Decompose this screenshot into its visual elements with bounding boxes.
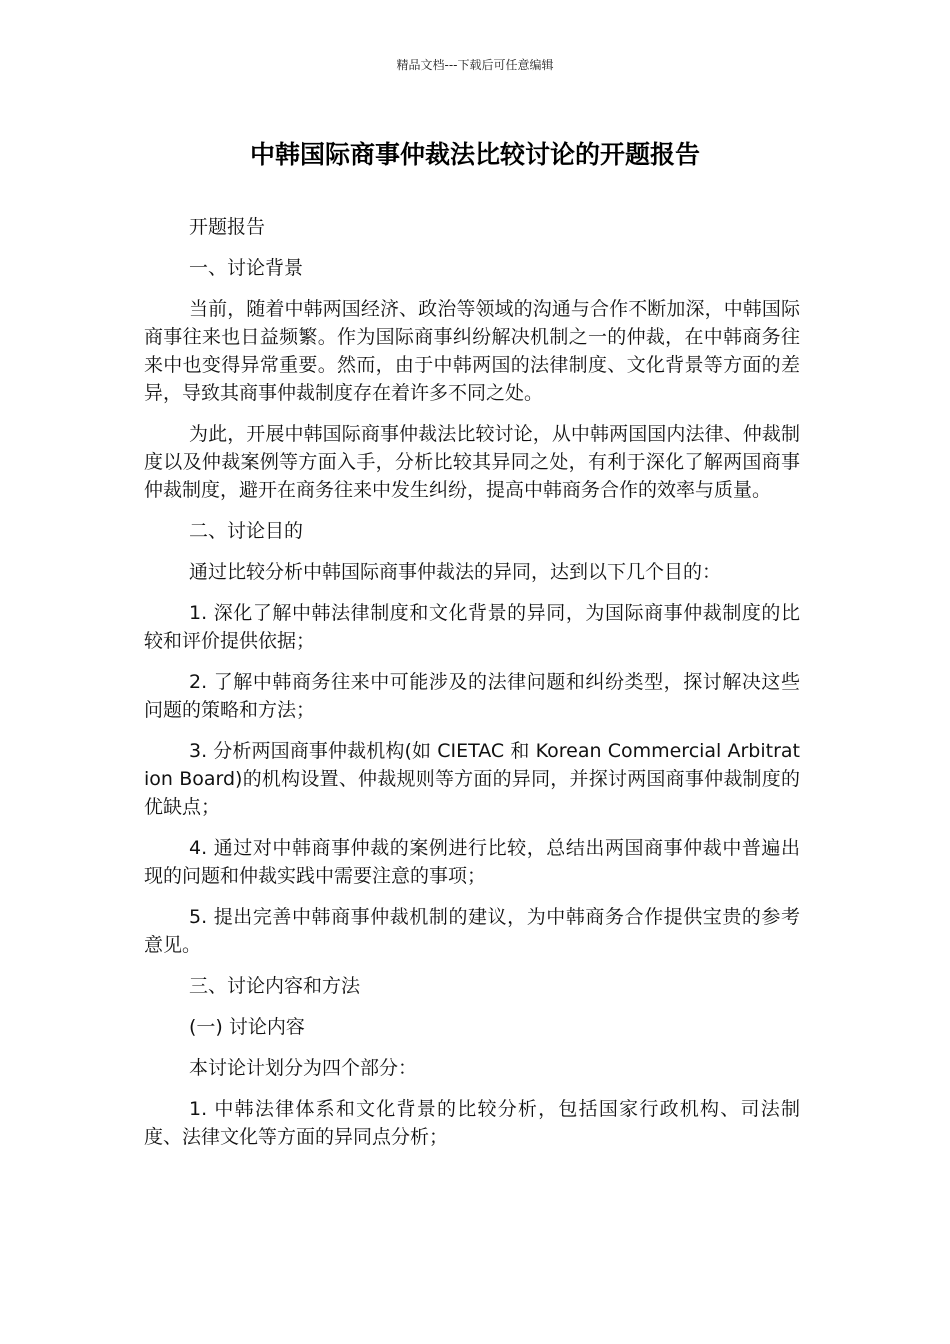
section-label-report: 开题报告	[189, 216, 266, 238]
paragraph-purpose-intro: 通过比较分析中韩国际商事仲裁法的异同，达到以下几个目的：	[189, 561, 722, 583]
list-item-purpose-4: 4. 通过对中韩商事仲裁的案例进行比较，总结出两国商事仲裁中普遍出现的问题和仲裁实践中需要注意的事项；	[144, 837, 800, 887]
page-header-watermark: 精品文档---下载后可任意编辑	[396, 58, 554, 72]
list-item-purpose-3: 3. 分析两国商事仲裁机构(如 CIETAC 和 Korean Commercial Arbitration Board)的机构设置、仲裁规则等方面的异同，并探讨两国商事仲裁制度的优缺点；	[144, 740, 800, 818]
document-title: 中韩国际商事仲裁法比较讨论的开题报告	[249, 140, 700, 169]
list-item-purpose-5: 5. 提出完善中韩商事仲裁机制的建议，为中韩商务合作提供宝贵的参考意见。	[144, 906, 800, 956]
list-item-content-1: 1. 中韩法律体系和文化背景的比较分析，包括国家行政机构、司法制度、法律文化等方面的异同点分析；	[144, 1098, 800, 1148]
paragraph-background-1: 当前，随着中韩两国经济、政治等领域的沟通与合作不断加深，中韩国际商事往来也日益频繁。作为国际商事纠纷解决机制之一的仲裁，在中韩商务往来中也变得异常重要。然而，由于中韩两国的法律制度、文化背景等方面的差异，导致其商事仲裁制度存在着许多不同之处。	[144, 298, 800, 404]
section-heading-content-method: 三、讨论内容和方法	[189, 975, 361, 997]
section-heading-background: 一、讨论背景	[189, 257, 304, 279]
list-item-purpose-2: 2. 了解中韩商务往来中可能涉及的法律问题和纠纷类型，探讨解决这些问题的策略和方法；	[144, 671, 800, 721]
paragraph-content-intro: 本讨论计划分为四个部分：	[189, 1057, 418, 1079]
paragraph-background-2: 为此，开展中韩国际商事仲裁法比较讨论，从中韩两国国内法律、仲裁制度以及仲裁案例等方面入手，分析比较其异同之处，有利于深化了解两国商事仲裁制度，避开在商务往来中发生纠纷，提高中韩商务合作的效率与质量。	[144, 423, 800, 501]
section-heading-purpose: 二、讨论目的	[189, 520, 304, 542]
subsection-heading-content: (一) 讨论内容	[189, 1016, 305, 1038]
list-item-purpose-1: 1. 深化了解中韩法律制度和文化背景的异同，为国际商事仲裁制度的比较和评价提供依据；	[144, 602, 800, 652]
document-body	[144, 213, 800, 1164]
